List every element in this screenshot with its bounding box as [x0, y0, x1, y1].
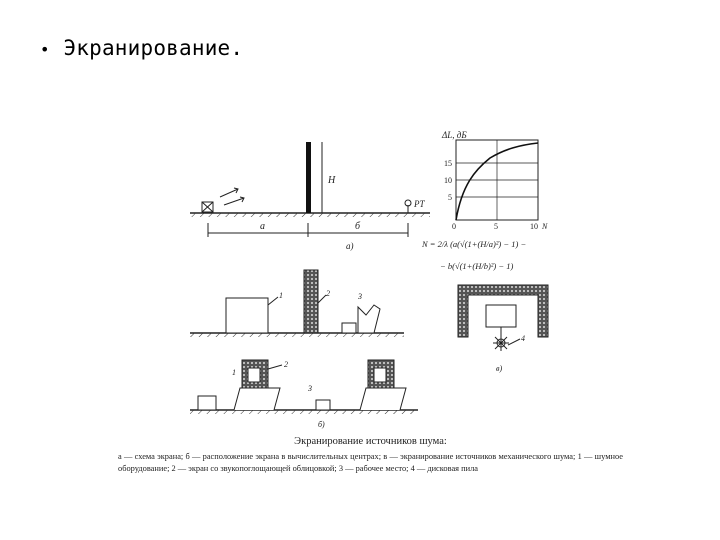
xtick-10: 10 — [530, 222, 538, 231]
label-b-1: 1 — [232, 368, 236, 377]
slide-title: Экранирование. — [63, 36, 244, 60]
equipment-stand-2 — [360, 388, 406, 410]
screen-wall — [306, 142, 311, 213]
sub-c-label: в) — [496, 364, 503, 373]
diagram-b-top — [190, 270, 404, 337]
ground-hatch — [190, 213, 430, 217]
attenuation-chart — [441, 130, 548, 231]
diagram-a — [190, 142, 430, 251]
noise-source-icon — [202, 202, 213, 212]
rt-label: РТ — [414, 199, 425, 209]
saw-housing — [486, 305, 516, 327]
height-label: Н — [328, 175, 336, 186]
label-1: 1 — [279, 291, 283, 300]
xtick-0: 0 — [452, 222, 456, 231]
ytick-5: 5 — [448, 193, 452, 202]
xtick-5: 5 — [494, 222, 498, 231]
formula-line-2: − b(√(1+(H/b)²) − 1) — [440, 261, 514, 271]
sub-b-label: б) — [318, 420, 325, 429]
figure-caption — [118, 436, 623, 475]
noise-shielding-figure — [190, 125, 630, 430]
saw-blade-icon — [493, 335, 509, 351]
operator-chair — [358, 305, 380, 333]
label-2: 2 — [326, 289, 330, 298]
diagram-c — [458, 285, 548, 373]
label-b-2: 2 — [284, 360, 288, 369]
label-3: 3 — [358, 292, 362, 301]
receiver-point-icon — [405, 200, 411, 213]
chart-xlabel: N — [542, 222, 548, 231]
formula-line-1: N = 2/λ (a(√(1+(H/a)²) − 1) − — [422, 239, 527, 249]
workstation — [342, 323, 356, 333]
acoustic-screen — [304, 270, 318, 333]
desk-left — [198, 396, 216, 410]
dist-b-label: б — [355, 221, 361, 232]
ytick-10: 10 — [444, 176, 452, 185]
caption-title: Экранирование источников шума: — [294, 436, 447, 447]
chart-ylabel: ΔL, дБ — [442, 130, 467, 140]
caption-body: а — схема экрана; б — расположение экрана в вычислительных центрах; в — экранирование источников механического шума; 1 — шумное оборудование; 2 — экран со звукопоглощающей облицовкой; 3 — рабочее место; 4 — дисковая пила — [118, 452, 623, 473]
noisy-equipment — [226, 298, 268, 333]
dist-a-label: а — [260, 221, 265, 232]
diagram-b-bottom — [190, 360, 418, 429]
ytick-15: 15 — [444, 159, 452, 168]
label-4: 4 — [521, 334, 525, 343]
sub-a-label: а) — [346, 241, 354, 251]
label-b-3: 3 — [308, 384, 312, 393]
bullet-icon: • — [40, 40, 50, 59]
equipment-stand-1 — [234, 388, 280, 410]
workstation-2 — [316, 400, 330, 410]
title-row — [40, 36, 243, 60]
sound-arrows-icon — [220, 188, 244, 205]
